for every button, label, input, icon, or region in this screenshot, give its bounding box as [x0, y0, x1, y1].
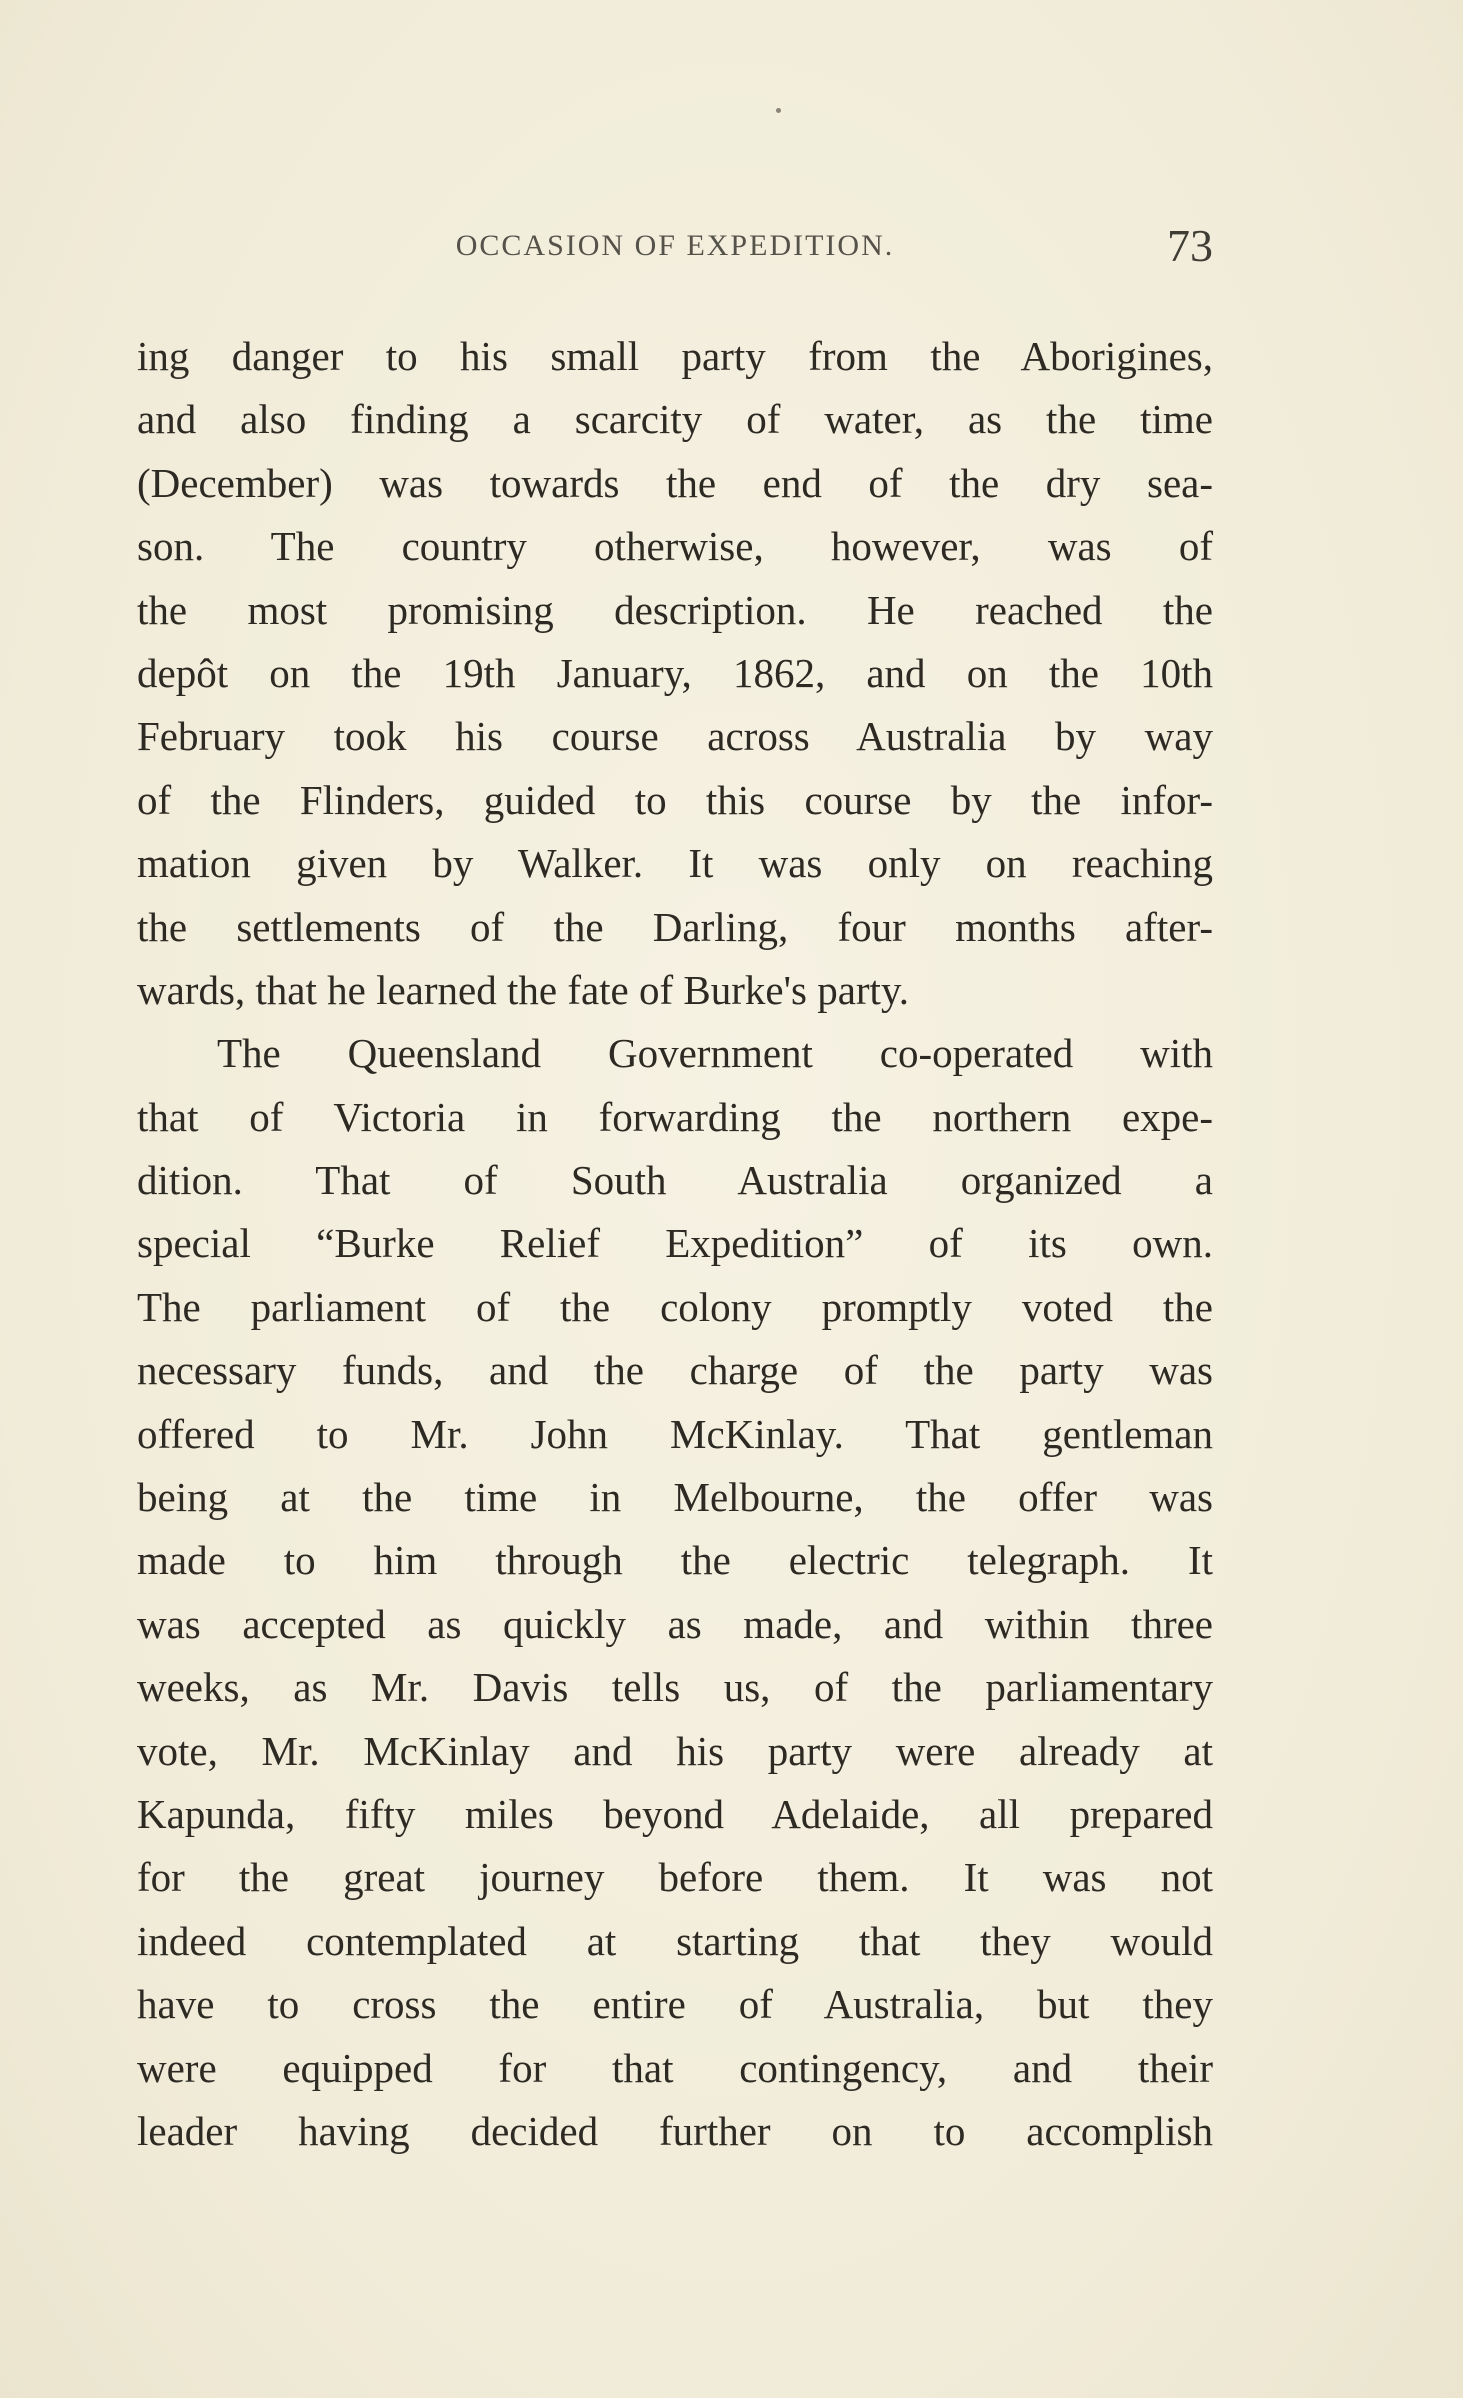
text-line: son. The country otherwise, however, was of [137, 523, 1213, 570]
text-line: mation given by Walker. It was only on reaching [137, 840, 1213, 887]
text-line: depôt on the 19th January, 1862, and on the 10th [137, 649, 1213, 696]
body-text [137, 325, 1213, 2163]
page-header [137, 218, 1213, 274]
text-line: was accepted as quickly as made, and within three [137, 1600, 1213, 1647]
text-line: have to cross the entire of Australia, but they [137, 1981, 1213, 2028]
text-line: dition. That of South Australia organized a [137, 1157, 1213, 1204]
paragraph-start-line: The Queensland Government co-operated with [217, 1030, 1213, 1077]
text-line: The parliament of the colony promptly voted the [137, 1283, 1213, 1330]
text-line: leader having decided further on to accomplish [137, 2107, 1213, 2154]
text-line: of the Flinders, guided to this course by the infor- [137, 776, 1213, 823]
text-line: weeks, as Mr. Davis tells us, of the parliamentary [137, 1664, 1213, 1711]
text-line: February took his course across Australia by way [137, 713, 1213, 760]
paragraph-end-line: wards, that he learned the fate of Burke's party. [137, 966, 910, 1013]
text-line: vote, Mr. McKinlay and his party were already at [137, 1727, 1213, 1774]
text-line: offered to Mr. John McKinlay. That gentleman [137, 1410, 1213, 1457]
text-line: special “Burke Relief Expedition” of its own. [137, 1220, 1213, 1267]
running-head: OCCASION OF EXPEDITION. [455, 229, 895, 262]
text-line: the settlements of the Darling, four months after- [137, 903, 1213, 950]
text-line: (December) was towards the end of the dry sea- [137, 459, 1213, 506]
text-line: were equipped for that contingency, and their [137, 2044, 1213, 2091]
text-line: made to him through the electric telegraph. It [137, 1537, 1213, 1584]
text-line: that of Victoria in forwarding the northern expe- [137, 1093, 1213, 1140]
text-line: Kapunda, fifty miles beyond Adelaide, all prepared [137, 1790, 1213, 1837]
text-line: being at the time in Melbourne, the offer was [137, 1474, 1213, 1521]
text-line: necessary funds, and the charge of the party was [137, 1347, 1213, 1394]
page-number: 73 [1167, 220, 1213, 271]
text-line: and also finding a scarcity of water, as the time [137, 396, 1213, 443]
text-line: indeed contemplated at starting that they would [137, 1917, 1213, 1964]
text-line: the most promising description. He reached the [137, 586, 1213, 633]
text-line: for the great journey before them. It was not [137, 1854, 1213, 1901]
text-line: ing danger to his small party from the Aborigines, [137, 333, 1213, 379]
ink-speck [776, 108, 781, 113]
